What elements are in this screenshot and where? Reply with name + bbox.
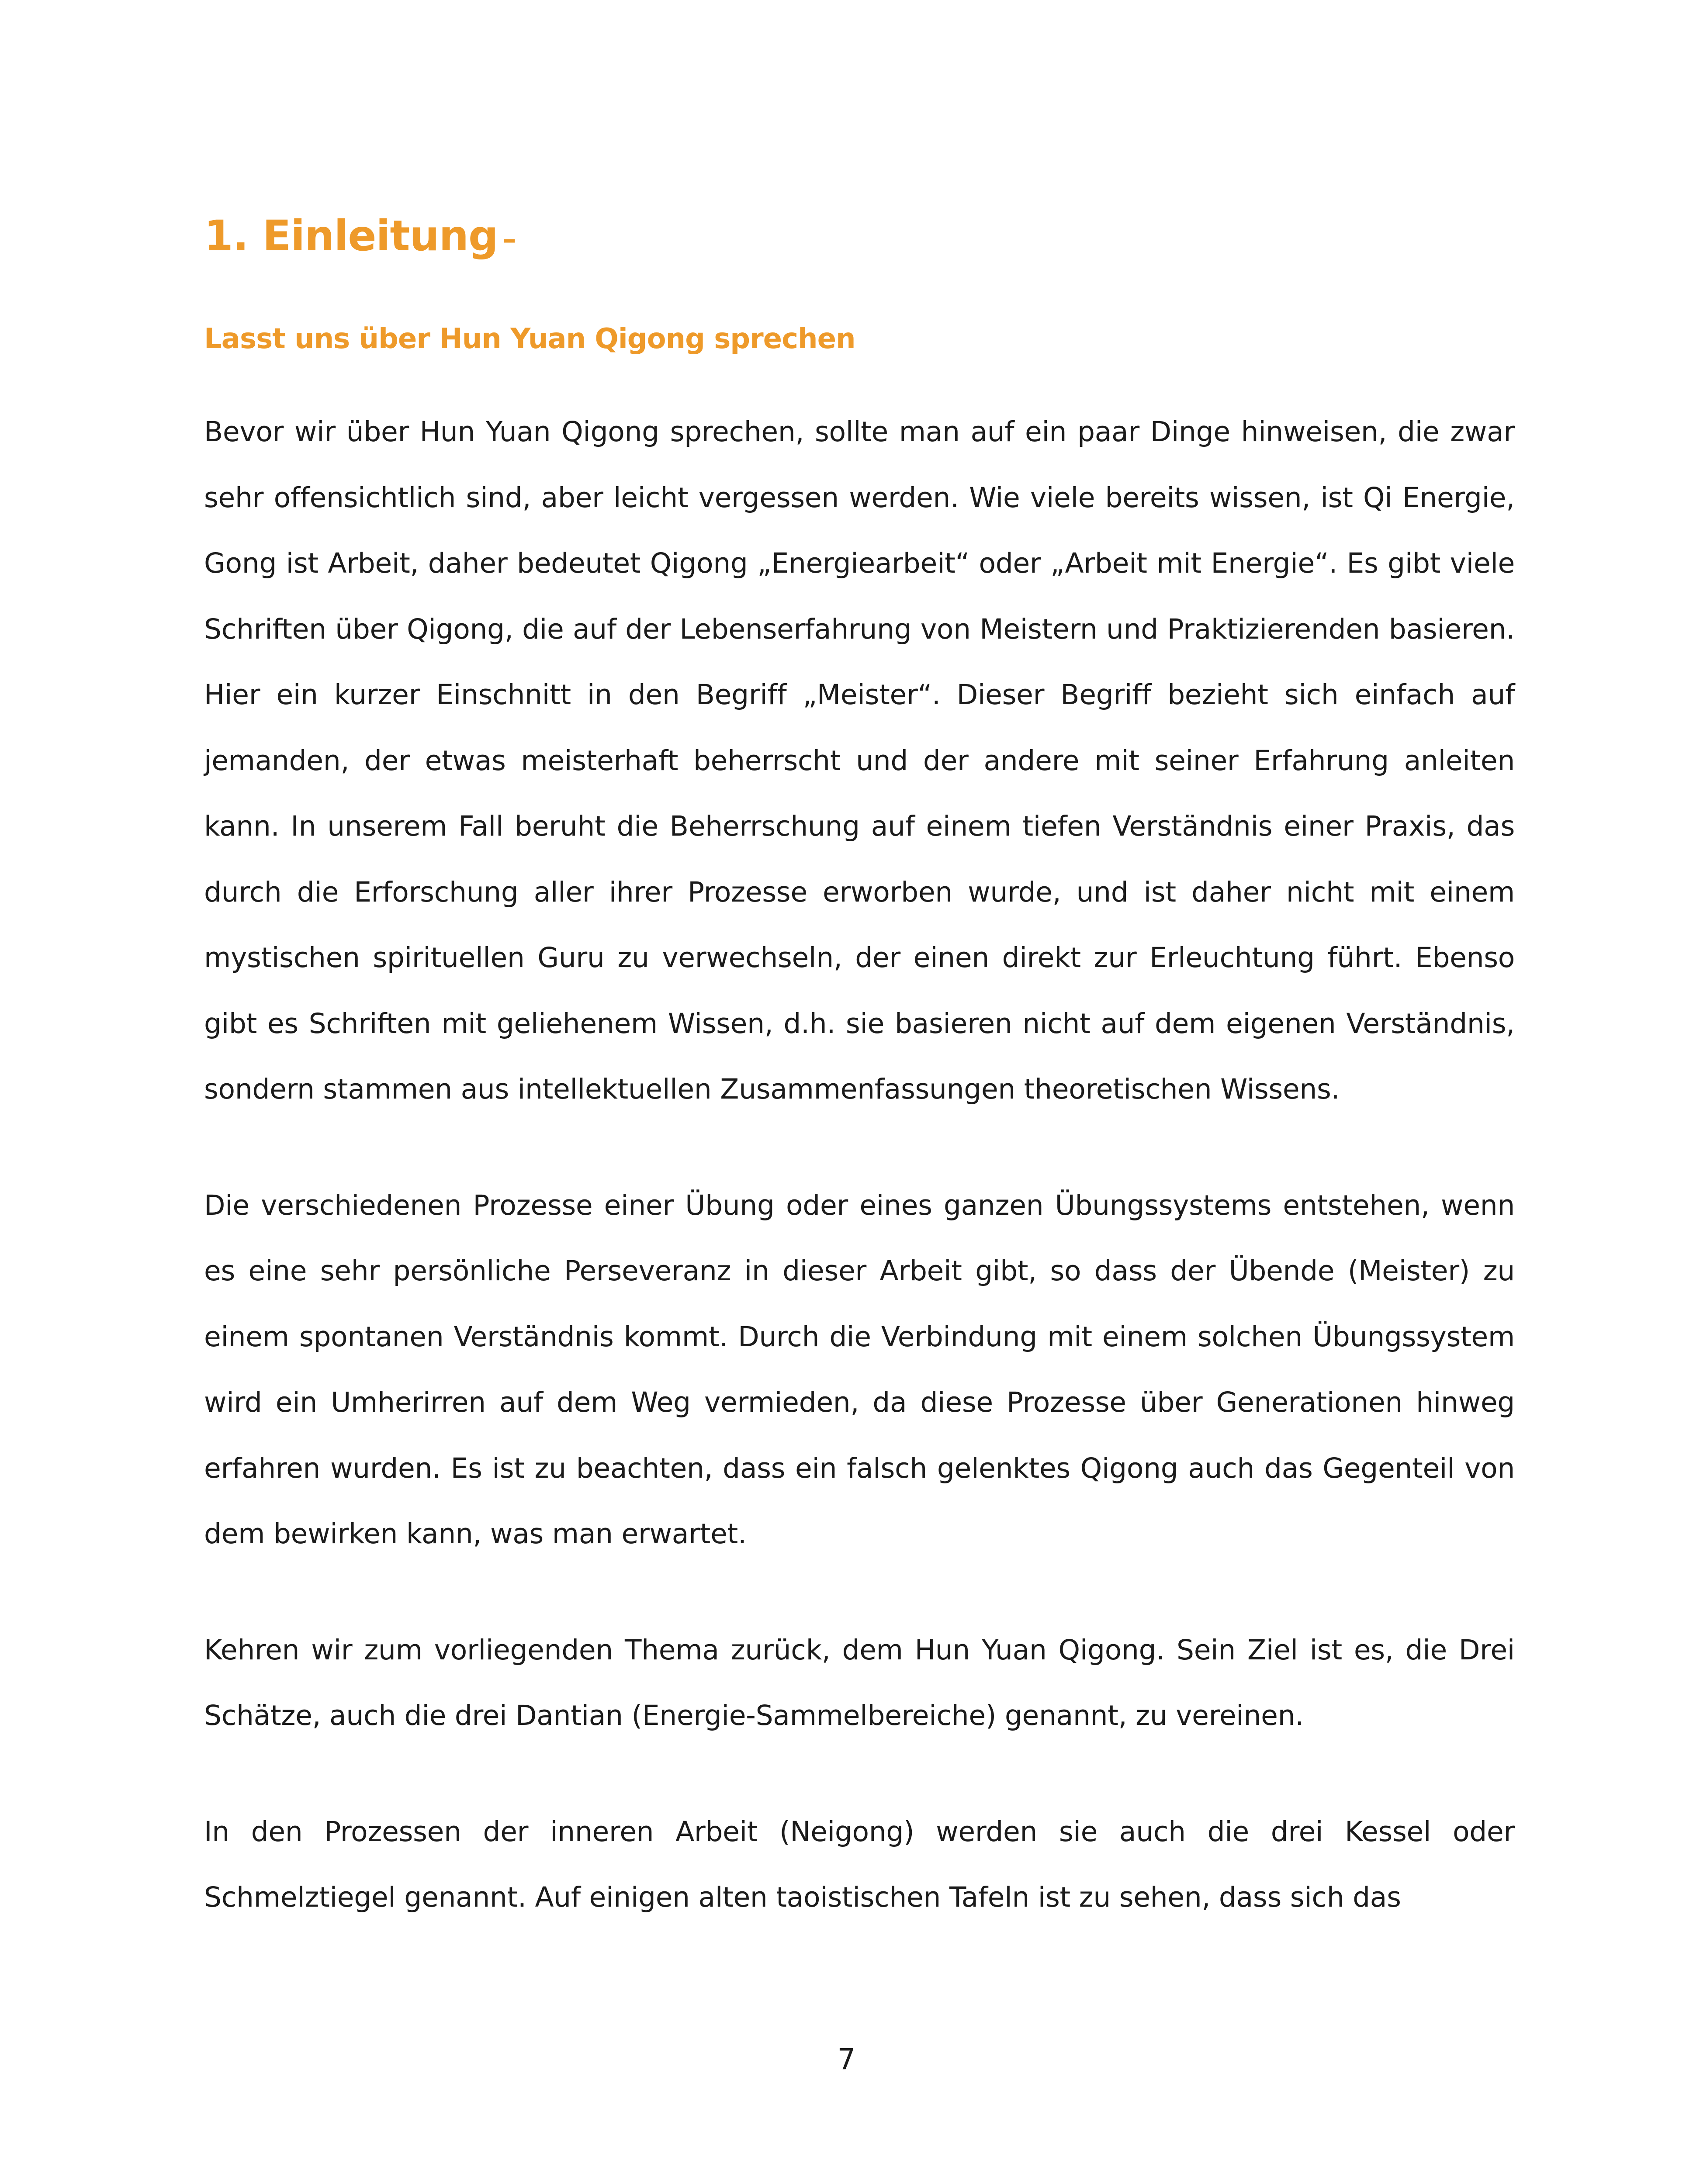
chapter-title — [204, 205, 1515, 270]
body-paragraph-4: In den Prozessen der inneren Arbeit (Neigong) werden sie auch die drei Kessel oder Schmelztiegel genannt. Auf einigen alten taoistischen Tafeln ist zu sehen, dass sich das — [204, 1815, 1515, 1913]
body-paragraph-2: Die verschiedenen Prozesse einer Übung oder eines ganzen Übungssystems entstehen, wenn es eine sehr persönliche Perseveranz in dieser Arbeit gibt, so dass der Übende (Meister) zu einem spontanen Verständnis kommt. Durch die Verbindung mit einem solchen Übungssystem wird ein Umherirren auf dem Weg vermieden, da diese Prozesse über Generationen hinweg erfahren wurden. Es ist zu beachten, dass ein falsch gelenktes Qigong auch das Gegenteil von dem bewirken kann, was man erwartet. — [204, 1189, 1515, 1550]
section-subtitle: Lasst uns über Hun Yuan Qigong sprechen — [204, 323, 855, 355]
chapter-title-text: 1. Einleitung — [204, 211, 498, 260]
page-number: 7 — [837, 2042, 856, 2076]
chapter-title-dash: – — [502, 223, 516, 256]
body-paragraph-3: Kehren wir zum vorliegenden Thema zurück, dem Hun Yuan Qigong. Sein Ziel ist es, die Drei Schätze, auch die drei Dantian (Energie-Sammelbereiche) genannt, zu vereinen. — [204, 1634, 1515, 1731]
page-content — [204, 205, 1515, 1931]
body-paragraph-1: Bevor wir über Hun Yuan Qigong sprechen, sollte man auf ein paar Dinge hinweisen, die zwar sehr offensichtlich sind, aber leicht vergessen werden. Wie viele bereits wissen, ist Qi Energie, Gong ist Arbeit, daher bedeutet Qigong „Energiearbeit“ oder „Arbeit mit Energie“. Es gibt viele Schriften über Qigong, die auf der Lebenserfahrung von Meistern und Praktizierenden basieren. Hier ein kurzer Einschnitt in den Begriff „Meister“. Dieser Begriff bezieht sich einfach auf jemanden, der etwas meisterhaft beherrscht und der andere mit seiner Erfahrung anleiten kann. In unserem Fall beruht die Beherrschung auf einem tiefen Verständnis einer Praxis, das durch die Erforschung aller ihrer Prozesse erworben wurde, und ist daher nicht mit einem mystischen spirituellen Guru zu verwechseln, der einen direkt zur Erleuchtung führt. Ebenso gibt es Schriften mit geliehenem Wissen, d.h. sie basieren nicht auf dem eigenen Verständnis, sondern stammen aus intellektuellen Zusammenfassungen theoretischen Wissens. — [204, 416, 1515, 1105]
